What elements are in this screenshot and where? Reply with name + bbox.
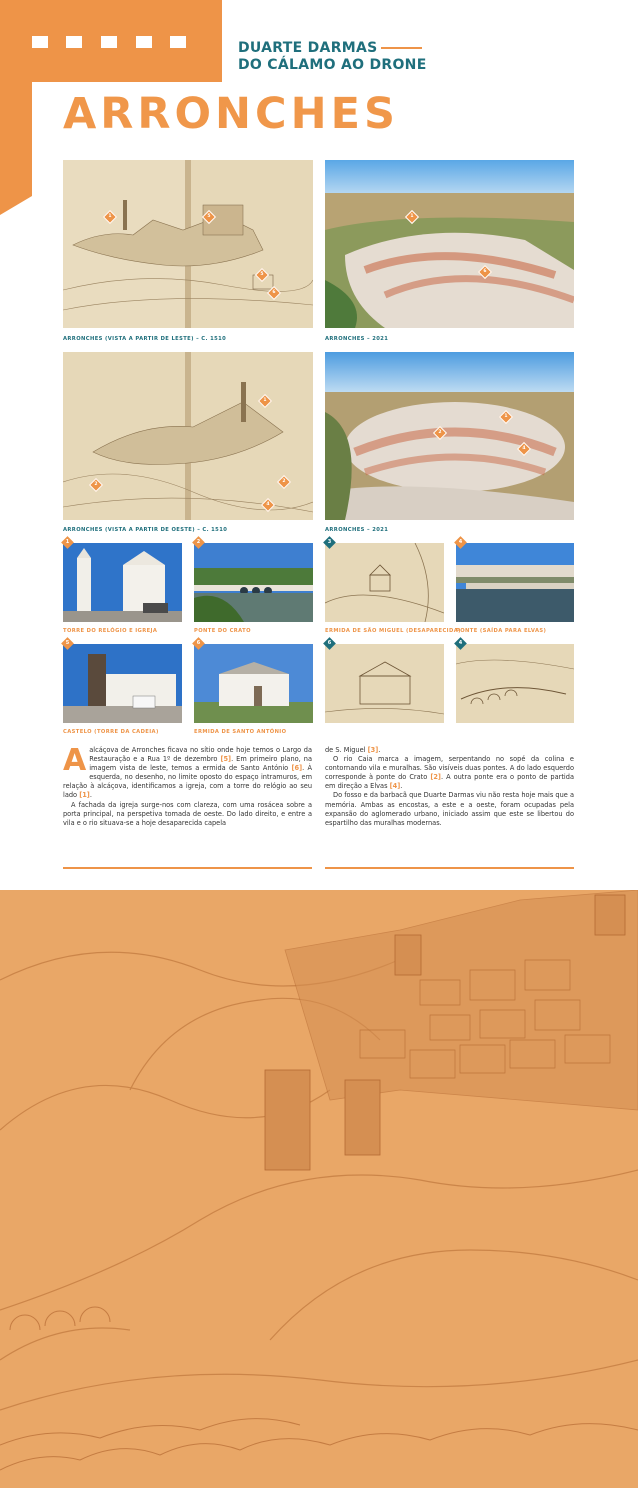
thumb-number-6b: 6 bbox=[323, 637, 336, 650]
thumb-castelo-torre-cadeia bbox=[63, 644, 182, 723]
text-column-right: de S. Miguel [3]. O rio Caia marca a imagem, serpentando no sopé da colina e contornando vila e muralhas. São visíveis duas pontes. A do lado esquerdo corresponde à ponte do Crato [2]. A outra ponte era o ponto de partida em direção a Elvas [4]. Do fosso e da barbacã que Duarte Darmas viu não resta hoje mais que a memória. Ambas as encostas, a este e a oeste, foram ocupadas pela expansão do aglomerado urbano, iniciado assim que este se libertou do espartilho das muralhas modernas. bbox=[325, 746, 574, 827]
aerial-photo-east: 1 6 bbox=[325, 160, 574, 328]
thumb-ermida-santo-antonio bbox=[194, 644, 313, 723]
drawing-east-image: 1 5 5 6 bbox=[63, 160, 313, 328]
thumb-number-3: 3 bbox=[323, 536, 336, 549]
thumb-number-6: 6 bbox=[192, 637, 205, 650]
thumb-number-5: 5 bbox=[61, 637, 74, 650]
thumb-drawing-santo-antonio bbox=[325, 644, 444, 723]
thumb-ermida-sao-miguel bbox=[325, 543, 444, 622]
thumb-number-2: 2 bbox=[192, 536, 205, 549]
thumb-ponte-elvas bbox=[456, 543, 574, 622]
caption-ponte-do-crato: PONTE DO CRATO bbox=[194, 628, 251, 634]
caption-ermida-santo-antonio: ERMIDA DE SANTO ANTÓNIO bbox=[194, 729, 287, 735]
thumb-drawing-ponte bbox=[456, 644, 574, 723]
text-column-left: Aalcáçova de Arronches ficava no sítio onde hoje temos o Largo da Restauração e a Rua 1º de dezembro [5]. Em primeiro plano, na imagem vista de leste, temos a ermida de Santo António [6]. À esquerda, no desenho, no limite oposto do espaço intramuros, em relação à alcáçova, identificamos a igreja, com a torre do relógio ao seu lado [1]. A fachada da igreja surge-nos com clareza, com uma rosácea sobre a porta principal, na perspetiva tomada de oeste. Do lado direito, e entre a vila e o rio situava-se a hoje desaparecida capela bbox=[63, 743, 313, 827]
caption-aerial-west: ARRONCHES – 2021 bbox=[325, 527, 389, 533]
thumb-number-1: 1 bbox=[61, 536, 74, 549]
caption-clock-tower-church: TORRE DO RELÓGIO E IGREJA bbox=[63, 628, 158, 634]
thumb-number-4b: 4 bbox=[454, 637, 467, 650]
subtitle-line1: DUARTE DARMAS bbox=[238, 40, 378, 56]
divider-right bbox=[325, 867, 574, 869]
thumb-ponte-do-crato bbox=[194, 543, 313, 622]
thumb-number-4: 4 bbox=[454, 536, 467, 549]
background-illustration bbox=[0, 890, 638, 1488]
subtitle-line2: DO CÁLAMO AO DRONE bbox=[238, 57, 427, 73]
dropcap: A bbox=[63, 743, 87, 778]
page-title: ARRONCHES bbox=[63, 89, 399, 139]
drawing-west-image: 1 2 2 4 bbox=[63, 352, 313, 520]
caption-ponte-elvas: PONTE (SAÍDA PARA ELVAS) bbox=[456, 628, 547, 634]
caption-drawing-east: ARRONCHES (VISTA A PARTIR DE LESTE) – C. 1510 bbox=[63, 336, 227, 342]
divider-left bbox=[63, 867, 312, 869]
thumb-clock-tower-church bbox=[63, 543, 182, 622]
caption-aerial-east: ARRONCHES – 2021 bbox=[325, 336, 389, 342]
caption-castelo-torre-cadeia: CASTELO (TORRE DA CADEIA) bbox=[63, 729, 159, 735]
caption-ermida-sao-miguel: ERMIDA DE SÃO MIGUEL (DESAPARECIDA) bbox=[325, 628, 461, 634]
subtitle-rule bbox=[381, 47, 422, 49]
caption-drawing-west: ARRONCHES (VISTA A PARTIR DE OESTE) – C. 1510 bbox=[63, 527, 228, 533]
aerial-photo-west: 2 1 4 bbox=[325, 352, 574, 520]
